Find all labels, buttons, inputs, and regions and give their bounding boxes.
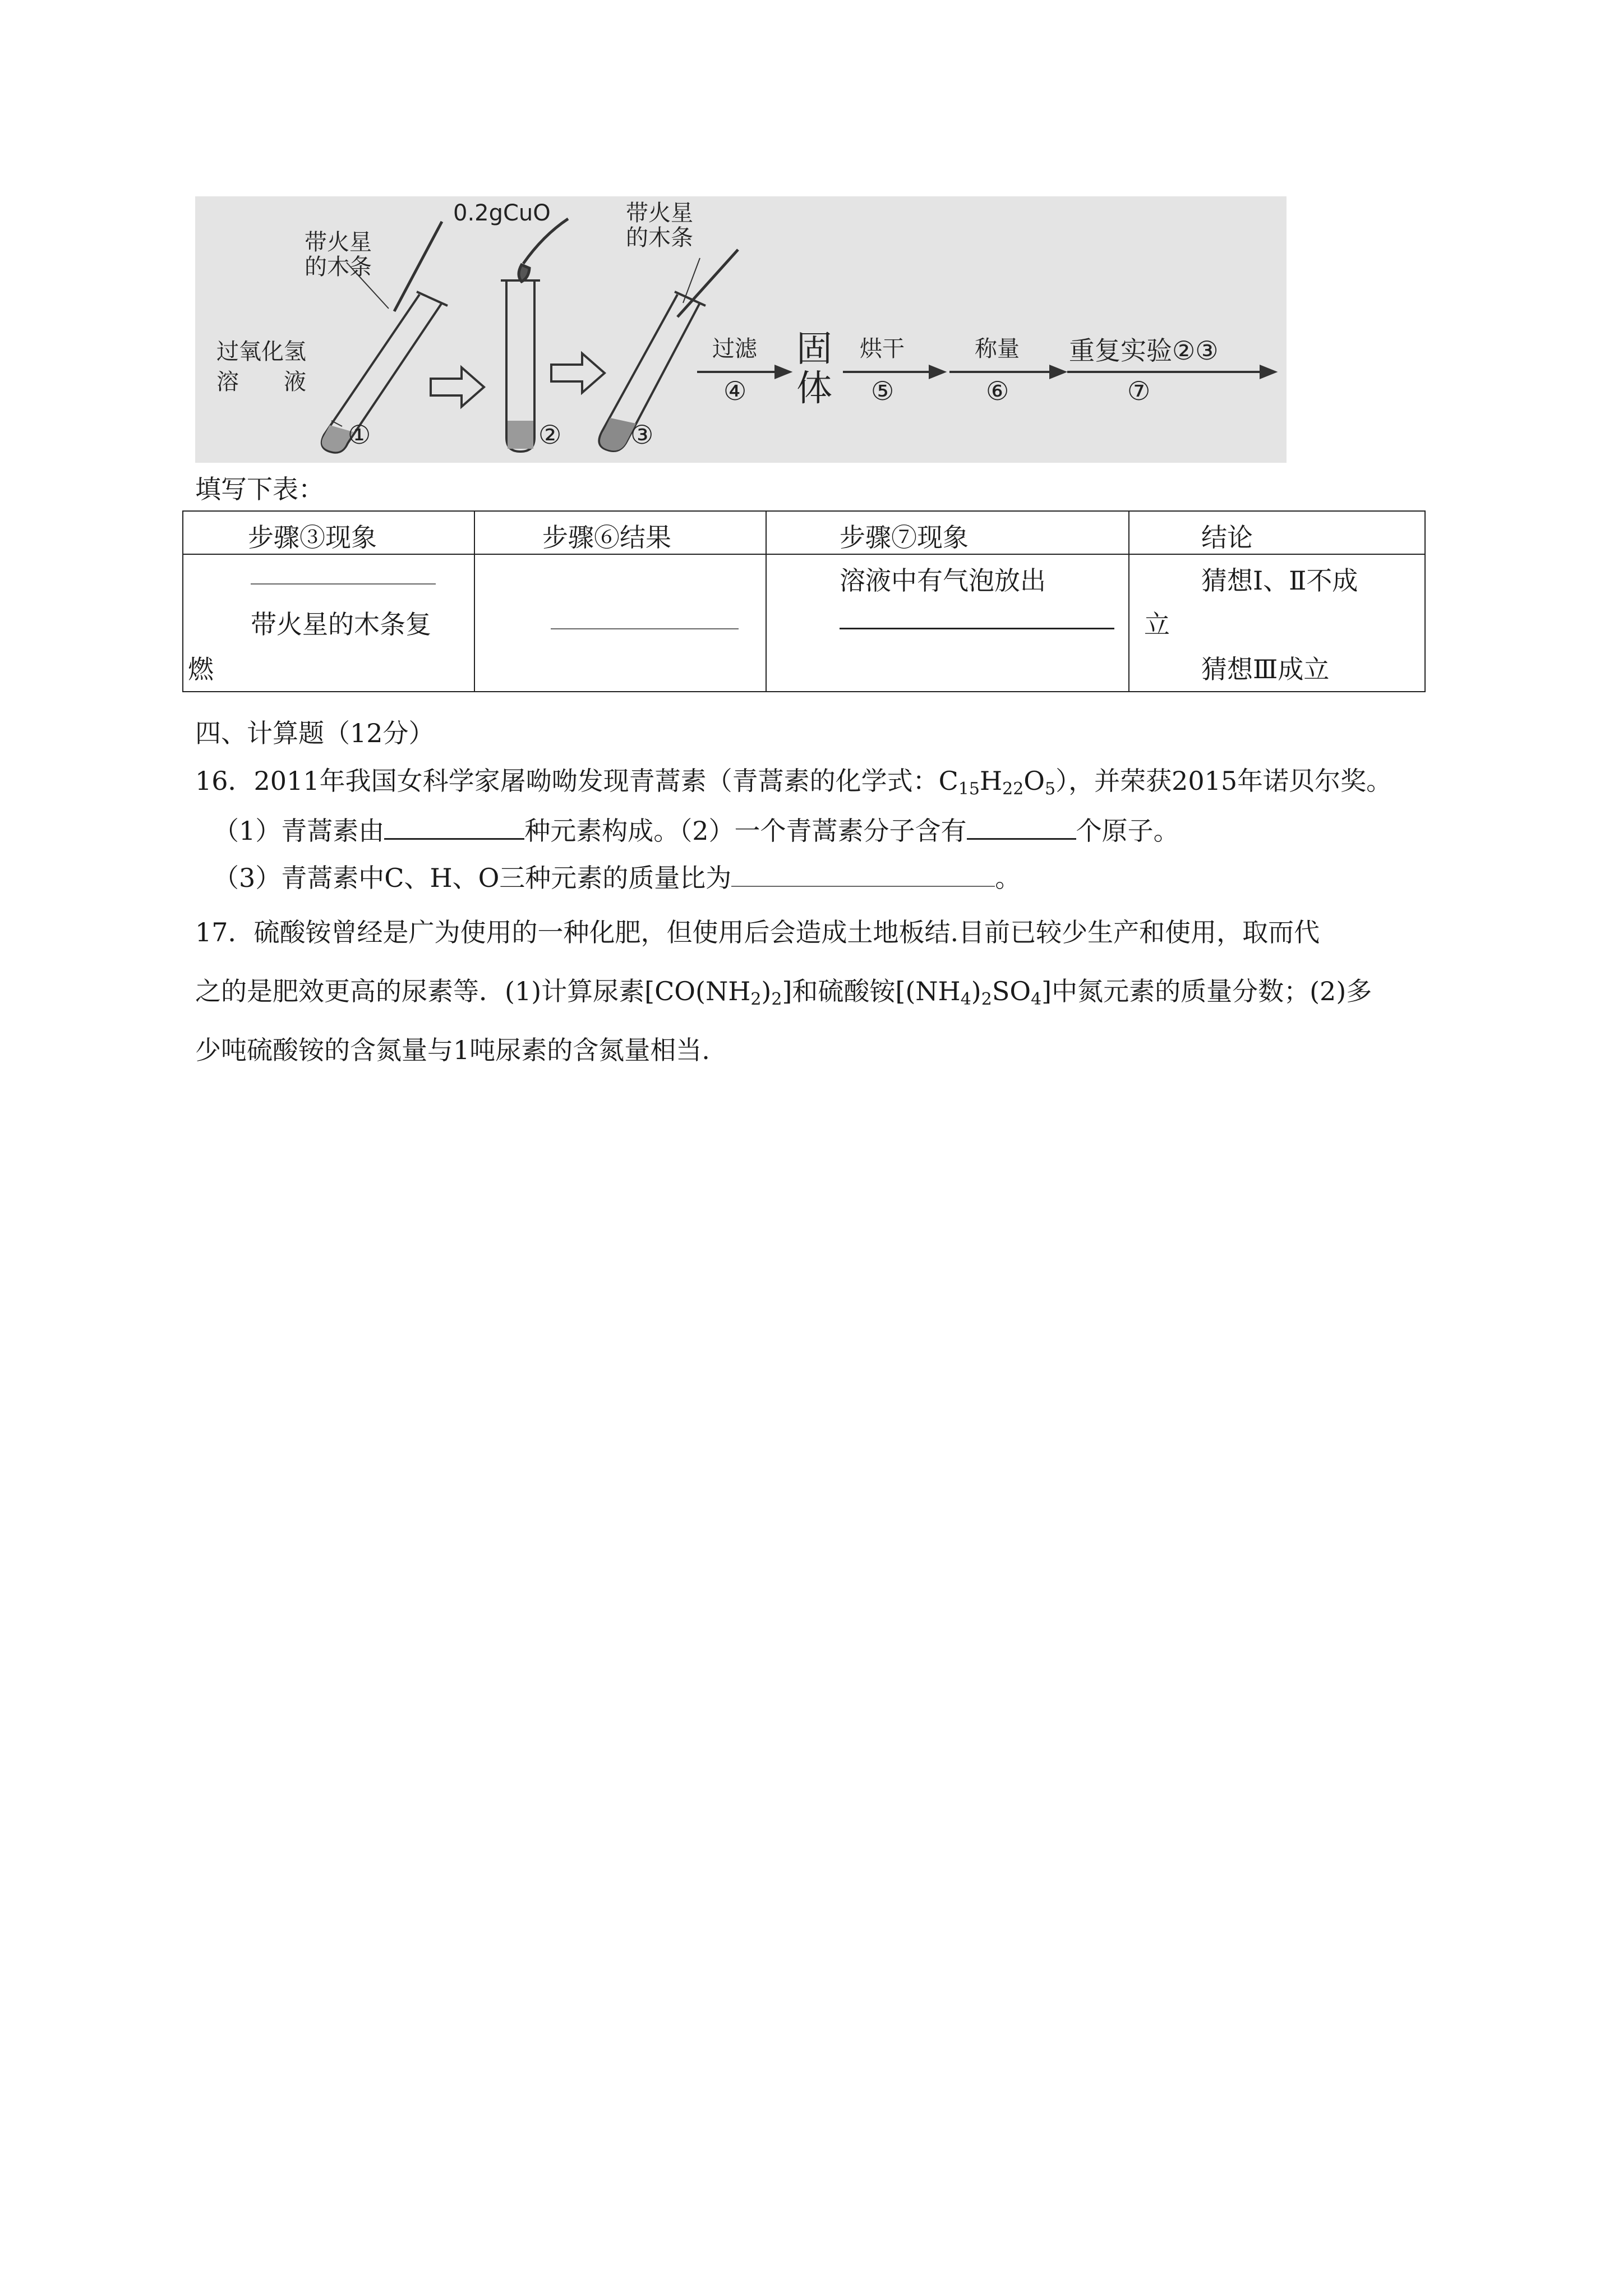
cuo-label: 0.2gCuO	[453, 200, 551, 226]
peroxide-label: 过氧化氢 溶 液	[216, 339, 306, 395]
q17-line2: 之的是肥效更高的尿素等．(1)计算尿素$[CO(NH_2)_2]$和硫酸铵$[(NH_4)_2SO_4]$中氮元素的质量分数；(2)多	[195, 976, 1372, 1009]
step-filter-label: 过滤	[712, 336, 757, 362]
splint-label-1: 带火星 的木条	[305, 229, 372, 280]
step-repeat-number: ⑦	[1127, 376, 1151, 406]
tube-number-2: ②	[538, 420, 562, 450]
answer-blank[interactable]	[967, 813, 1076, 840]
step-weigh-label: 称量	[975, 336, 1020, 362]
hollow-arrow-2	[551, 353, 605, 393]
table-header-cell: 步骤⑥结果	[474, 511, 766, 554]
table-row	[183, 554, 1425, 692]
step-dry-number: ⑤	[871, 376, 895, 406]
table-cell-conclusion: 猜想Ⅰ、Ⅱ不成 立 猜想Ⅲ成立	[1129, 554, 1425, 692]
q17-line3: 少吨硫酸铵的含氮量与1吨尿素的含氮量相当.	[195, 1035, 710, 1065]
table-cell-step6	[474, 554, 766, 692]
q16-part3: （3）青蒿素中C、H、O三种元素的质量比为 。	[213, 861, 1021, 894]
answer-blank[interactable]	[551, 605, 739, 636]
q16-part1: （1）青蒿素由 种元素构成。（2）一个青蒿素分子含有 个原子。	[213, 813, 1179, 846]
solid-label: 固 体	[796, 329, 832, 410]
table-intro: 填写下表：	[195, 474, 324, 504]
table-cell-step7: 溶液中有气泡放出	[766, 554, 1129, 692]
splint-label-3: 带火星 的木条	[626, 200, 693, 251]
answer-blank[interactable]	[731, 861, 995, 887]
answer-blank[interactable]	[384, 813, 524, 840]
spatula	[519, 219, 568, 282]
table-cell-step3: 带火星的木条复 燃	[183, 554, 474, 692]
table-header-cell: 结论	[1129, 511, 1425, 554]
q17-line1: 17．硫酸铵曾经是广为使用的一种化肥，但使用后会造成土地板结.目前已较少生产和使用，取而代	[195, 917, 1320, 947]
liquid-tube-2	[508, 421, 533, 449]
step-filter-number: ④	[723, 376, 747, 406]
answer-blank[interactable]	[251, 560, 436, 591]
step-weigh-number: ⑥	[986, 376, 1009, 406]
table-header-row	[183, 511, 1425, 554]
step-dry-label: 烘干	[860, 336, 905, 362]
section-title: 四、计算题（12分）	[195, 718, 435, 748]
splint-3	[677, 250, 738, 317]
tube-number-1: ①	[348, 420, 371, 450]
q16-stem: 16．2011年我国女科学家屠呦呦发现青蒿素（青蒿素的化学式：$C_{15}H_{22}O_5$），并荣获2015年诺贝尔奖。	[195, 766, 1393, 799]
answer-blank[interactable]	[840, 601, 1114, 636]
step-repeat-label: 重复实验②③	[1069, 335, 1219, 366]
table-header-cell: 步骤③现象	[183, 511, 474, 554]
result-table	[182, 510, 1426, 692]
hollow-arrow-1	[431, 367, 484, 407]
experiment-figure	[195, 196, 1287, 463]
tube-number-3: ③	[630, 420, 654, 450]
table-header-cell: 步骤⑦现象	[766, 511, 1129, 554]
